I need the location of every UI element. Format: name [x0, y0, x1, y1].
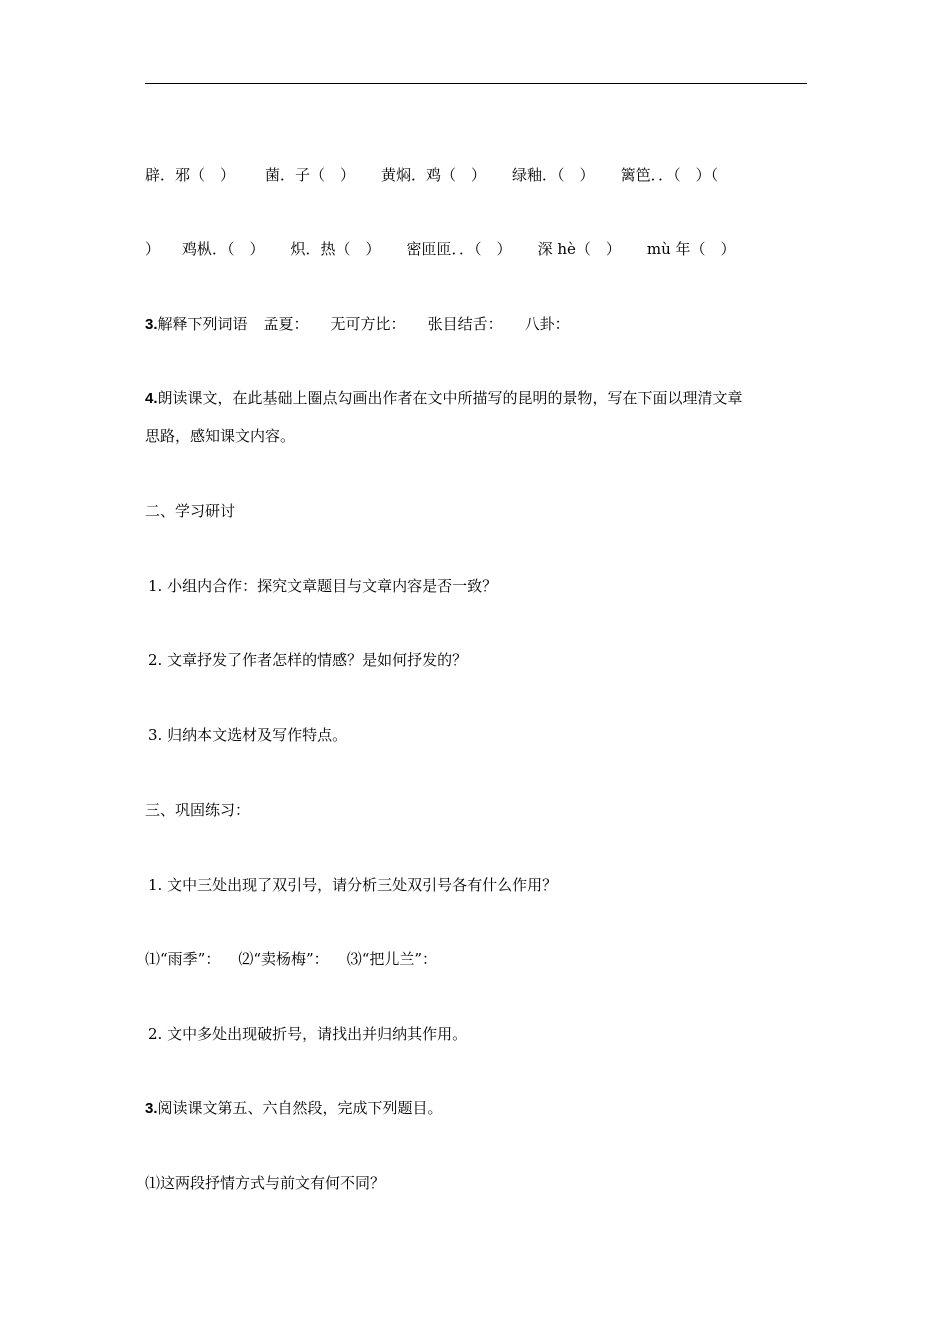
study-item-3: 3. 归纳本文选材及写作特点。: [148, 726, 348, 744]
pinyin-row-1: [145, 165, 718, 185]
study-item-2: 2. 文章抒发了作者怎样的情感？是如何抒发的？: [148, 651, 468, 669]
pinyin-item: 深 hè（ ）: [537, 240, 621, 258]
quote-part: ⑶“把儿兰”：: [346, 950, 438, 968]
question-number: 4.: [145, 390, 158, 407]
pinyin-item: 绿釉．（ ）: [512, 166, 595, 184]
pinyin-item: 鸡枞．（ ）: [182, 240, 265, 258]
pinyin-row-2: [145, 239, 736, 259]
practice-item-2: 2. 文中多处出现破折号，请找出并归纳其作用。: [148, 1025, 468, 1043]
term: 张目结舌：: [427, 315, 503, 333]
header-rule: [145, 83, 807, 84]
term: 八卦：: [524, 315, 570, 333]
study-item-1: 1. 小组内合作：探究文章题目与文章内容是否一致？: [148, 577, 498, 595]
question-number: 3.: [145, 316, 158, 333]
section-heading-practice: 三、巩固练习：: [145, 801, 251, 819]
question-text: 朗读课文，在此基础上圈点勾画出作者在文中所描写的昆明的景物，写在下面以理清文章: [157, 389, 743, 407]
practice-item-1: 1. 文中三处出现了双引号，请分析三处双引号各有什么作用？: [148, 876, 558, 894]
question-text: 阅读课文第五、六自然段，完成下列题目。: [157, 1099, 443, 1117]
question-3: [145, 314, 570, 335]
pinyin-item: mù 年（ ）: [646, 240, 736, 258]
practice-item-3-sub-1: ⑴这两段抒情方式与前文有何不同？: [145, 1174, 386, 1192]
question-4-line-2: 思路，感知课文内容。: [145, 427, 296, 445]
pinyin-item: 菌．子（ ）: [265, 166, 356, 184]
pinyin-item: 黄焖．鸡（ ）: [381, 166, 487, 184]
section-heading-study: 二、学习研讨: [145, 502, 236, 520]
question-number: 3.: [145, 1100, 158, 1117]
pinyin-item: 炽．热（ ）: [290, 240, 381, 258]
pinyin-item: ）: [145, 240, 161, 258]
quote-part: ⑴“雨季”：: [145, 950, 221, 968]
pinyin-item: 辟．邪（ ）: [145, 166, 236, 184]
question-4-line-1: [145, 388, 743, 409]
pinyin-item: 密匝匝．．（ ）: [406, 240, 512, 258]
practice-item-3: [145, 1098, 443, 1119]
practice-item-1-parts: [145, 949, 437, 969]
term: 无可方比：: [330, 315, 406, 333]
question-text: 解释下列词语: [157, 315, 248, 333]
pinyin-item: 篱笆．．（ ）（: [620, 166, 719, 184]
quote-part: ⑵“卖杨梅”：: [238, 950, 329, 968]
term: 孟夏：: [263, 315, 309, 333]
